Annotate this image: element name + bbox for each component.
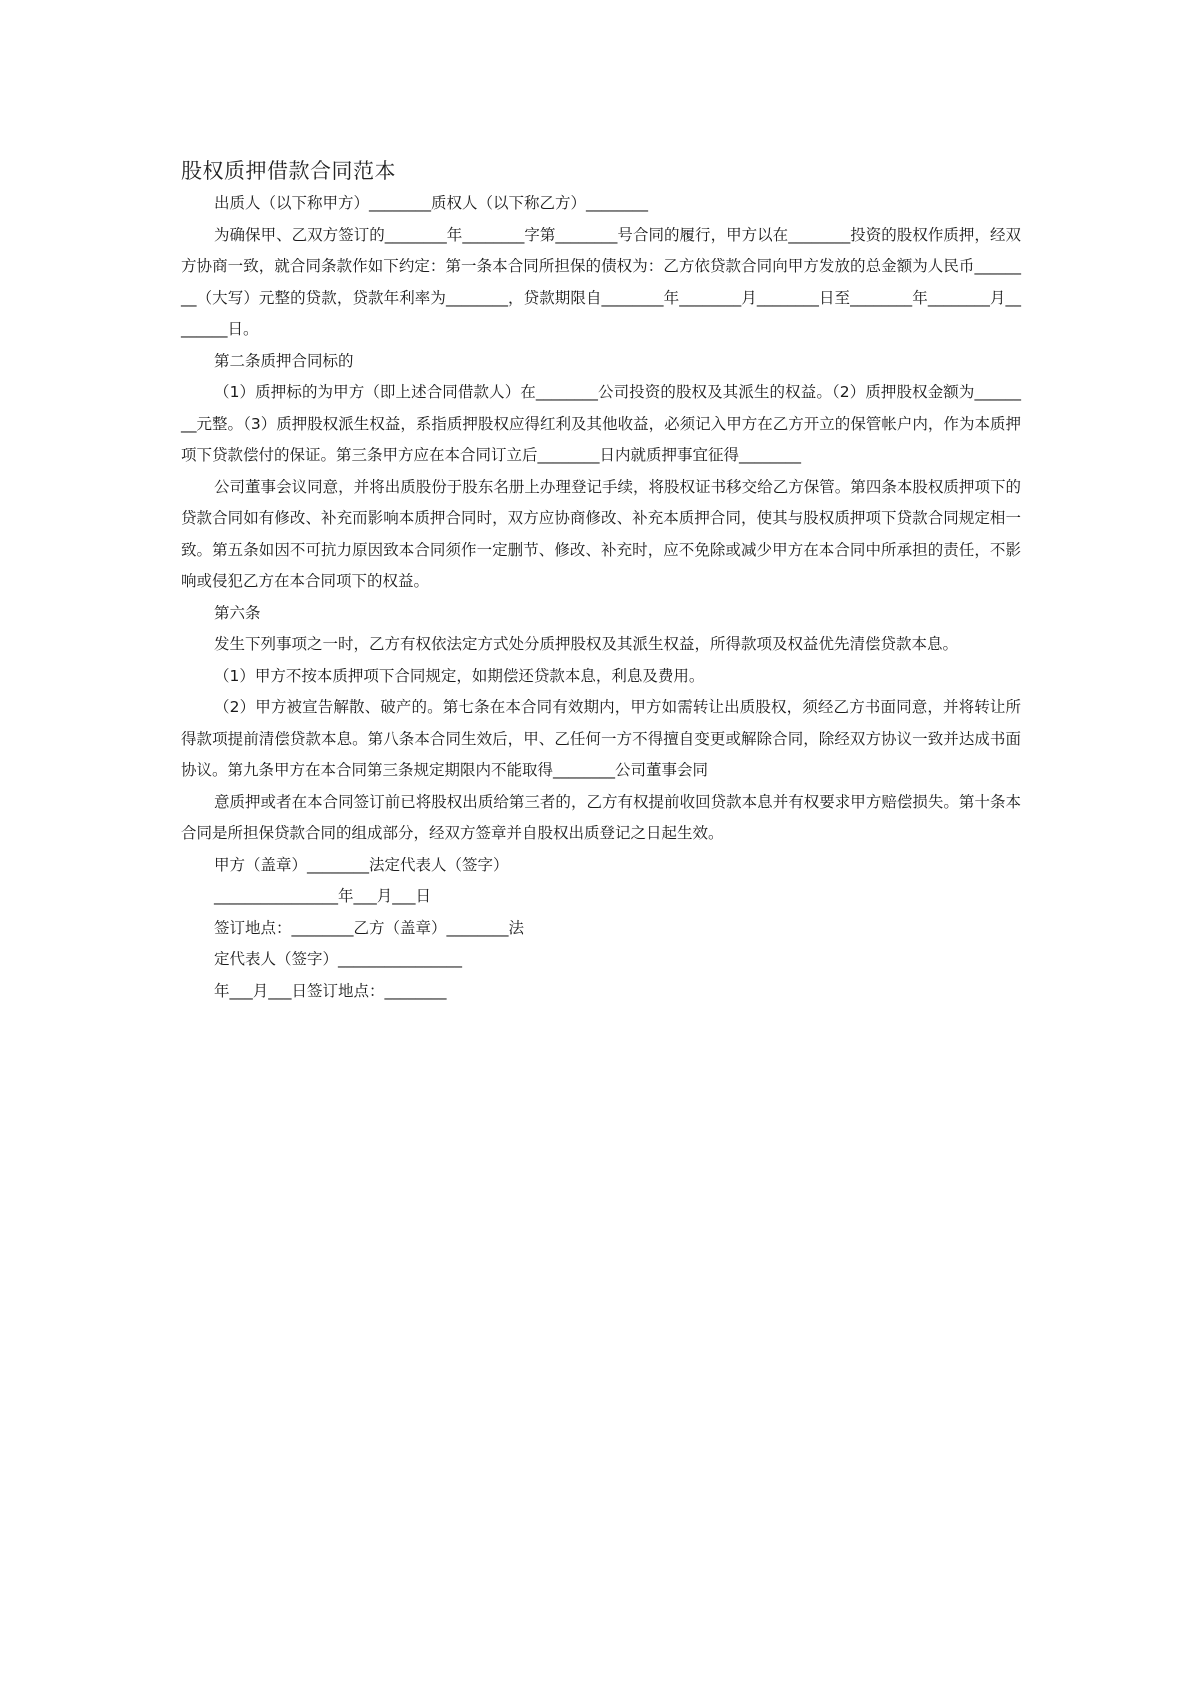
document-body [181,154,1021,1007]
signature-place-party-b: 签订地点：________乙方（盖章）________法 [214,918,525,937]
paragraph-article-1: 为确保甲、乙双方签订的________年________字第________号合同的履行，甲方以在________投资的股权作质押，经双方协商一致，就合同条款作如下约定：第一条本合同所担保的债权为：乙方依贷款合同向甲方发放的总金额为人民币________（大写）元整的贷款，贷款年利率为________，贷款期限自________年________月________日至________年________月________日。 [181,225,1021,338]
document-title: 股权质押借款合同范本 [181,159,396,183]
paragraph-article-6-item-1: （1）甲方不按本质押项下合同规定，如期偿还贷款本息，利息及费用。 [214,666,705,685]
paragraph-parties: 出质人（以下称甲方）________质权人（以下称乙方）________ [214,194,649,212]
signature-representative-b: 定代表人（签字）________________ [214,950,463,968]
paragraph-article-6-heading: 第六条 [214,603,261,622]
paragraph-article-9-10: 意质押或者在本合同签订前已将股权出质给第三者的，乙方有权提前收回贷款本息并有权要求甲方赔偿损失。第十条本合同是所担保贷款合同的组成部分，经双方签章并自股权出质登记之日起生效。 [181,792,1021,842]
paragraph-article-2-heading: 第二条质押合同标的 [214,351,354,370]
signature-date-place-b: 年___月___日签订地点：________ [214,981,447,1000]
paragraph-article-6-intro: 发生下列事项之一时，乙方有权依法定方式处分质押股权及其派生权益，所得款项及权益优先清偿贷款本息。 [214,635,959,653]
signature-date-a: ________________年___月___日 [214,887,432,905]
paragraph-article-3-5: 公司董事会议同意，并将出质股份于股东名册上办理登记手续，将股权证书移交给乙方保管。第四条本股权质押项下的贷款合同如有修改、补充而影响本质押合同时，双方应协商修改、补充本质押合同，使其与股权质押项下贷款合同规定相一致。第五条如因不可抗力原因致本合同须作一定删节、修改、补充时，应不免除或减少甲方在本合同中所承担的责任，不影响或侵犯乙方在本合同项下的权益。 [181,477,1021,590]
paragraph-article-2-body: （1）质押标的为甲方（即上述合同借款人）在________公司投资的股权及其派生的权益。（2）质押股权金额为________元整。（3）质押股权派生权益，系指质押股权应得红利及其他收益，必须记入甲方在乙方开立的保管帐户内，作为本质押项下贷款偿付的保证。第三条甲方应在本合同订立后________日内就质押事宜征得________ [181,383,1021,464]
paragraph-article-6-item-2: （2）甲方被宣告解散、破产的。第七条在本合同有效期内，甲方如需转让出质股权，须经乙方书面同意，并将转让所得款项提前清偿贷款本息。第八条本合同生效后，甲、乙任何一方不得擅自变更或解除合同，除经双方协议一致并达成书面协议。第九条甲方在本合同第三条规定期限内不能取得________公司董事会同 [181,698,1021,779]
signature-party-a: 甲方（盖章）________法定代表人（签字） [214,855,509,874]
